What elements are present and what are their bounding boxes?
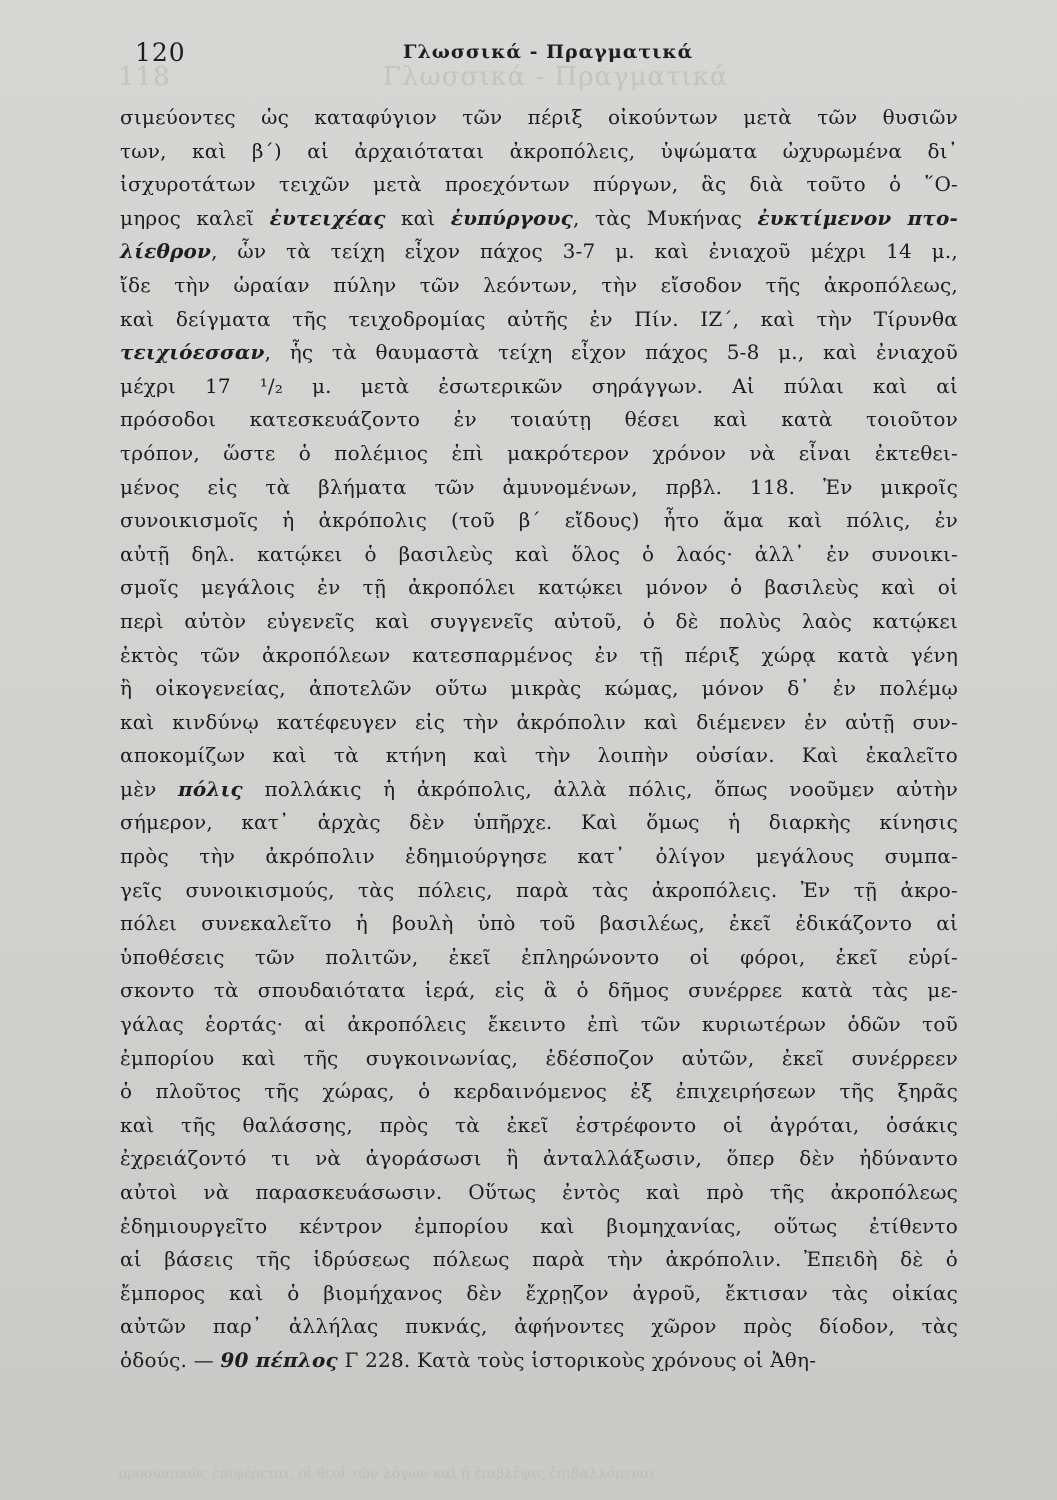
text-segment: πόλει συνεκαλεῖτο ἡ βουλὴ ὑπὸ τοῦ βασιλέως, ἐκεῖ ἐδικάζοντο αἱ — [120, 911, 958, 936]
text-line — [120, 235, 958, 269]
body-text — [120, 101, 958, 1378]
text-segment: καὶ — [385, 205, 451, 230]
text-segment: αὐτῶν παρ᾽ ἀλλήλας πυκνάς, ἀφήνοντες χῶρον πρὸς δίοδον, τὰς — [120, 1314, 958, 1339]
emphasized-term: 90 πέπλος — [220, 1347, 338, 1372]
emphasized-term: πόλις — [178, 776, 243, 801]
text-segment: πρὸς τὴν ἀκρόπολιν ἐδημιούργησε κατ᾽ ὀλίγον μεγάλους συμπα- — [120, 844, 958, 869]
text-segment: αὐτοὶ νὰ παρασκευάσωσιν. Οὕτως ἐντὸς καὶ πρὸ τῆς ἀκροπόλεως — [120, 1180, 958, 1204]
text-line — [120, 1008, 958, 1042]
text-segment: των, καὶ β΄) αἱ ἀρχαιόταται ἀκροπόλεις, ὑψώματα ὠχυρωμένα δι᾽ — [120, 138, 958, 163]
text-segment: , τὰς Μυκήνας — [573, 205, 758, 230]
emphasized-term: ἐυκτίμενον πτο- — [757, 205, 958, 230]
text-segment: μὲν — [120, 776, 179, 801]
text-line — [120, 1210, 958, 1244]
bleed-through-page-number: 118 — [118, 62, 171, 92]
running-title: Γλωσσικά - Πραγματικά — [403, 41, 694, 63]
text-segment: σκοντο τὰ σπουδαιότατα ἱερά, εἰς ἃ ὁ δῆμος συνέρρεε κατὰ τὰς με- — [120, 978, 958, 1003]
text-line — [120, 135, 958, 169]
text-segment: ἐμπορίου καὶ τῆς συγκοινωνίας, ἐδέσποζον αὐτῶν, ἐκεῖ συνέρρεεν — [120, 1045, 958, 1070]
emphasized-term: λίεθρον — [120, 239, 212, 264]
text-segment: μηρος καλεῖ — [120, 205, 270, 230]
emphasized-term: τειχιόεσσαν — [120, 340, 265, 365]
emphasized-term: ἐυπύργους — [450, 205, 574, 230]
text-segment: ἰσχυροτάτων τειχῶν μετὰ προεχόντων πύργων, ἃς διὰ τοῦτο ὁ ῞Ο- — [120, 172, 958, 197]
text-line — [120, 672, 958, 706]
text-segment: ὁ πλοῦτος τῆς χώρας, ὁ κερδαινόμενος ἐξ ἐπιχειρήσεων τῆς ξηρᾶς — [120, 1079, 958, 1104]
text-line — [120, 504, 958, 538]
text-segment: καὶ κινδύνῳ κατέφευγεν εἰς τὴν ἀκρόπολιν καὶ διέμενεν ἐν αὐτῇ συν- — [120, 709, 958, 734]
emphasized-term: ἐυτειχέας — [269, 205, 386, 230]
text-line — [120, 1075, 958, 1109]
text-segment: αἱ βάσεις τῆς ἱδρύσεως πόλεως παρὰ τὴν ἀκρόπολιν. Ἐπειδὴ δὲ ὁ — [120, 1247, 958, 1272]
text-line — [120, 639, 958, 673]
text-line — [120, 269, 958, 303]
text-line — [120, 1176, 958, 1210]
text-line — [120, 974, 958, 1008]
text-line — [120, 1344, 958, 1378]
text-line — [120, 437, 958, 471]
text-segment: σιμεύοντες ὡς καταφύγιον τῶν πέριξ οἰκούντων μετὰ τῶν θυσιῶν — [120, 105, 958, 129]
page-header — [135, 38, 955, 72]
text-line — [120, 739, 958, 773]
text-line — [120, 941, 958, 975]
text-segment: περὶ αὐτὸν εὐγενεῖς καὶ συγγενεῖς αὐτοῦ, ὁ δὲ πολὺς λαὸς κατῴκει — [120, 608, 958, 633]
text-line — [120, 605, 958, 639]
text-line — [120, 907, 958, 941]
text-segment: σμοῖς μεγάλοις ἐν τῇ ἀκροπόλει κατῴκει μόνον ὁ βασιλεὺς καὶ οἱ — [120, 575, 958, 600]
text-line — [120, 840, 958, 874]
text-segment: , ὧν τὰ τείχη εἶχον πάχος 3-7 μ. καὶ ἐνιαχοῦ μέχρι 14 μ., — [211, 239, 958, 264]
text-segment: , ἧς τὰ θαυμαστὰ τείχη εἶχον πάχος 5-8 μ., καὶ ἐνιαχοῦ — [264, 340, 958, 365]
text-line — [120, 1142, 958, 1176]
text-segment: συνοικισμοῖς ἡ ἀκρόπολις (τοῦ β΄ εἴδους) ἦτο ἅμα καὶ πόλις, ἐν — [120, 508, 958, 533]
text-line — [120, 303, 958, 337]
text-segment: γάλας ἑορτάς· αἱ ἀκροπόλεις ἔκειντο ἐπὶ τῶν κυριωτέρων ὁδῶν τοῦ — [120, 1012, 958, 1037]
page-number: 120 — [135, 38, 186, 67]
text-segment: πρόσοδοι κατεσκευάζοντο ἐν τοιαύτῃ θέσει καὶ κατὰ τοιοῦτον — [120, 407, 958, 432]
text-segment: καὶ δείγματα τῆς τειχοδρομίας αὐτῆς ἐν Πίν. ΙΖ΄, καὶ τὴν Τίρυνθα — [120, 306, 958, 331]
text-segment: ὁδούς. — — [120, 1347, 221, 1372]
text-line — [120, 874, 958, 908]
text-segment: τρόπον, ὥστε ὁ πολέμιος ἐπὶ μακρότερον χρόνον νὰ εἶναι ἐκτεθει- — [120, 440, 958, 465]
text-line — [120, 538, 958, 572]
text-segment: Γ 228. Κατὰ τοὺς ἱστορικοὺς χρόνους οἱ Ἀθη- — [337, 1347, 817, 1372]
bleed-through-text: προσωπικῶς ἐπιφέρεται, οἱ θεοὶ τῶν λόγων καὶ ἡ ἐπιβλέψις ἐπιβαλλόμεναι — [118, 1466, 655, 1482]
text-segment: ἐχρειάζοντό τι νὰ ἀγοράσωσι ἢ ἀνταλλάξωσιν, ὅπερ δὲν ἠδύναντο — [120, 1146, 958, 1171]
text-segment: ἐδημιουργεῖτο κέντρον ἐμπορίου καὶ βιομηχανίας, οὕτως ἐτίθεντο — [120, 1213, 958, 1238]
text-line — [120, 571, 958, 605]
text-segment: καὶ τῆς θαλάσσης, πρὸς τὰ ἐκεῖ ἐστρέφοντο οἱ ἀγρόται, ὁσάκις — [120, 1112, 958, 1137]
text-segment: ἴδε τὴν ὡραίαν πύλην τῶν λεόντων, τὴν εἴσοδον τῆς ἀκροπόλεως, — [120, 272, 958, 297]
text-segment: ἔμπορος καὶ ὁ βιομήχανος δὲν ἔχρῃζον ἀγροῦ, ἔκτισαν τὰς οἰκίας — [120, 1280, 958, 1305]
text-line — [120, 403, 958, 437]
text-segment: αποκομίζων καὶ τὰ κτήνη καὶ τὴν λοιπὴν οὐσίαν. Καὶ ἐκαλεῖτο — [120, 743, 958, 768]
text-segment: μένος εἰς τὰ βλήματα τῶν ἀμυνομένων, πρβλ. 118. Ἐν μικροῖς — [120, 474, 958, 499]
text-segment: ἐκτὸς τῶν ἀκροπόλεων κατεσπαρμένος ἐν τῇ πέριξ χώρᾳ κατὰ γένη — [120, 642, 958, 667]
text-line — [120, 1243, 958, 1277]
text-line — [120, 1310, 958, 1344]
text-segment: πολλάκις ἡ ἀκρόπολις, ἀλλὰ πόλις, ὅπως νοοῦμεν αὐτὴν — [242, 776, 959, 801]
text-line — [120, 101, 958, 135]
text-segment: μέχρι 17 ¹/₂ μ. μετὰ ἐσωτερικῶν σηράγγων. Αἱ πύλαι καὶ αἱ — [120, 373, 958, 398]
text-line — [120, 806, 958, 840]
text-line — [120, 706, 958, 740]
text-line — [120, 773, 958, 807]
text-line — [120, 1042, 958, 1076]
text-line — [120, 370, 958, 404]
text-segment: ὑποθέσεις τῶν πολιτῶν, ἐκεῖ ἐπληρώνοντο οἱ φόροι, ἐκεῖ εὑρί- — [120, 944, 958, 969]
text-line — [120, 336, 958, 370]
text-line — [120, 1277, 958, 1311]
text-segment: σήμερον, κατ᾽ ἀρχὰς δὲν ὑπῆρχε. Καὶ ὅμως ἡ διαρκὴς κίνησις — [120, 810, 958, 835]
text-segment: ἢ οἰκογενείας, ἀποτελῶν οὕτω μικρὰς κώμας, μόνον δ᾽ ἐν πολέμῳ — [120, 676, 958, 701]
text-segment: γεῖς συνοικισμούς, τὰς πόλεις, παρὰ τὰς ἀκροπόλεις. Ἐν τῇ ἀκρο- — [120, 877, 958, 902]
text-line — [120, 168, 958, 202]
text-segment: αὐτῇ δηλ. κατῴκει ὁ βασιλεὺς καὶ ὅλος ὁ λαός· ἀλλ᾽ ἐν συνοικι- — [120, 541, 958, 566]
text-line — [120, 202, 958, 236]
bleed-through-running-title: Γλωσσικά - Πραγματικά — [383, 62, 729, 92]
text-line — [120, 471, 958, 505]
text-line — [120, 1109, 958, 1143]
